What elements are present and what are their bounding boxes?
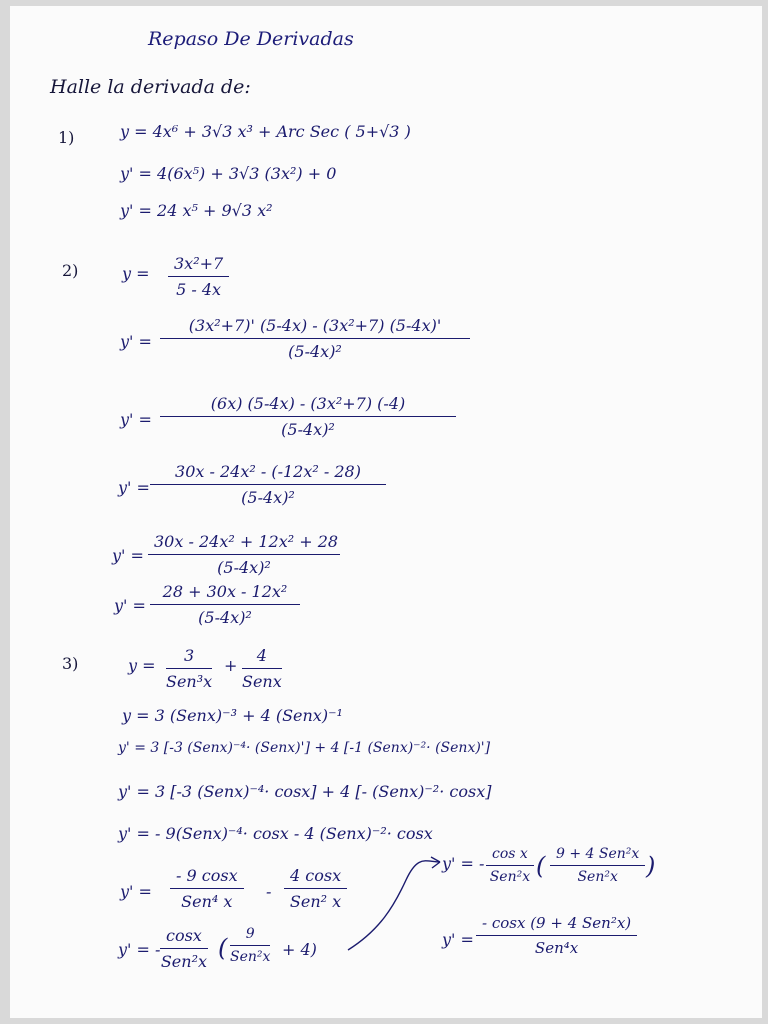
problem-3-line-4: y' = 3 [-3 (Senx)⁻⁴· cosx] + 4 [- (Senx)⁻²· cosx] [118,782,492,801]
problem-3-given-plus: + [224,656,238,675]
fraction-numerator: 9 + 4 Sen²x [550,846,645,866]
fraction-numerator: (6x) (5-4x) - (3x²+7) (-4) [160,394,456,417]
problem-2-step-1-lhs: y' = [120,332,152,351]
problem-3-number: 3) [62,654,79,673]
problem-3-right-2-lhs: y' = [442,930,474,949]
problem-2-step-2-lhs: y' = [120,410,152,429]
fraction-denominator: (5-4x)² [198,608,252,627]
problem-3-step-7-open-paren: ( [218,934,228,962]
fraction-numerator: 4 cosx [284,866,347,889]
problem-1-line-3: y' = 24 x⁵ + 9√3 x² [120,201,273,220]
problem-3-right-1-lhs: y' = - [442,854,485,873]
document-title: Repaso De Derivadas [148,28,354,50]
notebook-page [10,6,762,1018]
problem-3-line-3: y' = 3 [-3 (Senx)⁻⁴· (Senx)'] + 4 [-1 (Senx)⁻²· (Senx)'] [118,740,491,756]
problem-1-line-2: y' = 4(6x⁵) + 3√3 (3x²) + 0 [120,164,337,183]
fraction-denominator: Sen²x [489,869,531,885]
fraction-numerator: 30x - 24x² + 12x² + 28 [148,532,340,555]
fraction-denominator: Sen³x [166,672,213,691]
fraction-denominator: (5-4x)² [288,342,342,361]
fraction-denominator: (5-4x)² [281,420,335,439]
fraction-denominator: 5 - 4x [176,280,222,299]
problem-3-line-5: y' = - 9(Senx)⁻⁴· cosx - 4 (Senx)⁻²· cosx [118,824,433,843]
problem-1-number: 1) [58,128,75,147]
fraction-denominator: Sen²x [160,952,207,971]
fraction-numerator: cos x [486,846,534,866]
problem-1-line-1: y = 4x⁶ + 3√3 x³ + Arc Sec ( 5+√3 ) [120,122,411,141]
fraction-denominator: Sen² x [289,892,342,911]
fraction-numerator: 3x²+7 [168,254,229,277]
problem-3-step-6-minus: - [266,882,272,901]
instruction-text: Halle la derivada de: [50,76,251,98]
fraction-denominator: Sen⁴x [534,939,579,957]
fraction-denominator: Sen⁴ x [181,892,233,911]
problem-3-right-1-open-paren: ( [536,852,546,880]
fraction-numerator: 28 + 30x - 12x² [150,582,300,605]
problem-2-step-4-lhs: y' = [112,546,144,565]
problem-3-line-2: y = 3 (Senx)⁻³ + 4 (Senx)⁻¹ [122,706,343,725]
fraction-numerator: 3 [166,646,212,669]
problem-2-step-3-lhs: y' = [118,478,150,497]
problem-2-step-5-lhs: y' = [114,596,146,615]
problem-2-given-lhs: y = [122,264,150,283]
problem-3-given-lhs: y = [128,656,156,675]
fraction-denominator: (5-4x)² [217,558,271,577]
problem-3-right-1-fraction-a [486,846,534,885]
fraction-numerator: cosx [160,926,208,949]
fraction-numerator: (3x²+7)' (5-4x) - (3x²+7) (5-4x)' [160,316,470,339]
problem-3-step-7-lhs: y' = - [118,940,161,959]
fraction-denominator: Sen²x [577,869,618,885]
problem-2-number: 2) [62,261,79,280]
problem-3-right-2-fraction [476,914,637,957]
fraction-numerator: 30x - 24x² - (-12x² - 28) [150,462,386,485]
fraction-denominator: Sen²x [230,949,271,965]
fraction-numerator: 4 [242,646,282,669]
fraction-numerator: - cosx (9 + 4 Sen²x) [476,914,637,936]
fraction-numerator: - 9 cosx [170,866,244,889]
fraction-numerator: 9 [230,926,270,946]
problem-3-step-6-lhs: y' = [120,882,152,901]
problem-3-right-1-fraction-b [550,846,645,885]
problem-3-right-1-close-paren: ) [646,852,656,880]
fraction-denominator: Senx [242,672,282,691]
problem-3-step-7-tail: + 4) [282,940,317,959]
fraction-denominator: (5-4x)² [241,488,295,507]
